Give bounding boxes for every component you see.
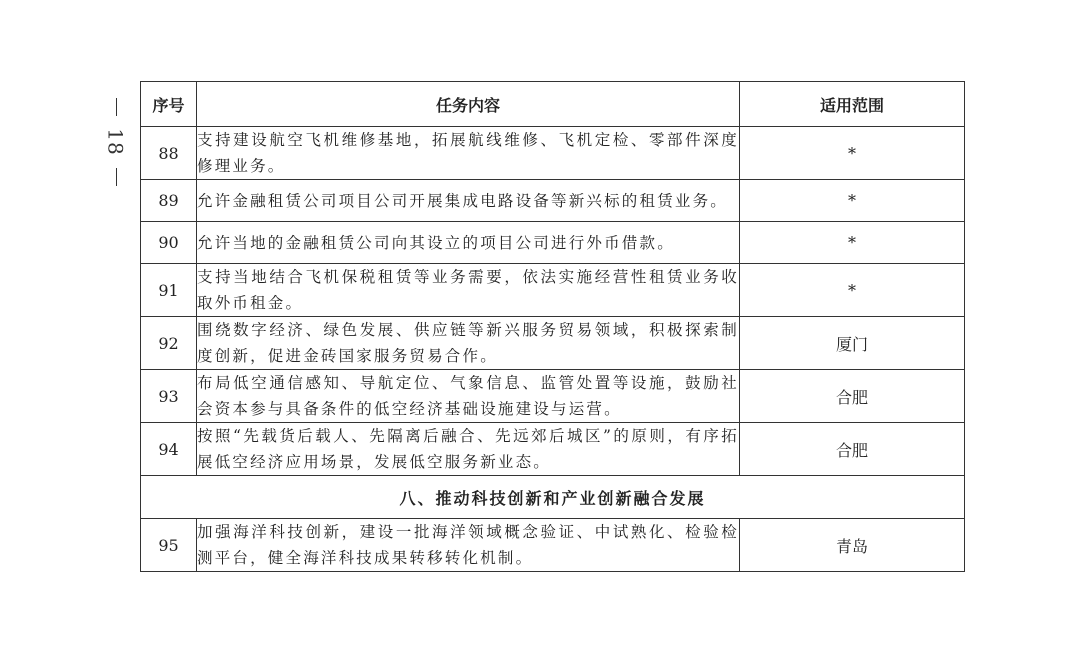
row-scope: * bbox=[740, 127, 965, 180]
row-content: 允许当地的金融租赁公司向其设立的项目公司进行外币借款。 bbox=[197, 222, 740, 264]
row-content: 支持当地结合飞机保税租赁等业务需要，依法实施经营性租赁业务收取外币租金。 bbox=[197, 264, 740, 317]
header-content: 任务内容 bbox=[197, 82, 740, 127]
page-number bbox=[104, 98, 128, 188]
row-scope: 青岛 bbox=[740, 519, 965, 572]
row-scope: * bbox=[740, 222, 965, 264]
row-index: 91 bbox=[141, 264, 197, 317]
table-row bbox=[141, 423, 965, 476]
row-index: 89 bbox=[141, 180, 197, 222]
row-index: 90 bbox=[141, 222, 197, 264]
table-row bbox=[141, 127, 965, 180]
header-index: 序号 bbox=[141, 82, 197, 127]
row-content: 支持建设航空飞机维修基地，拓展航线维修、飞机定检、零部件深度修理业务。 bbox=[197, 127, 740, 180]
header-scope: 适用范围 bbox=[740, 82, 965, 127]
row-index: 88 bbox=[141, 127, 197, 180]
section-title: 八、推动科技创新和产业创新融合发展 bbox=[141, 476, 965, 519]
page-number-dash-top bbox=[116, 98, 117, 116]
row-index: 93 bbox=[141, 370, 197, 423]
row-index: 94 bbox=[141, 423, 197, 476]
table-row bbox=[141, 264, 965, 317]
table-row bbox=[141, 222, 965, 264]
page-number-dash-bottom bbox=[116, 168, 117, 186]
section-row bbox=[141, 476, 965, 519]
row-content: 允许金融租赁公司项目公司开展集成电路设备等新兴标的租赁业务。 bbox=[197, 180, 740, 222]
row-scope: 合肥 bbox=[740, 370, 965, 423]
page-number-text: 18 bbox=[104, 128, 129, 156]
table-header-row bbox=[141, 82, 965, 127]
task-table bbox=[140, 81, 965, 572]
row-content: 围绕数字经济、绿色发展、供应链等新兴服务贸易领域，积极探索制度创新，促进金砖国家服务贸易合作。 bbox=[197, 317, 740, 370]
row-content: 布局低空通信感知、导航定位、气象信息、监管处置等设施，鼓励社会资本参与具备条件的低空经济基础设施建设与运营。 bbox=[197, 370, 740, 423]
row-scope: * bbox=[740, 180, 965, 222]
row-index: 92 bbox=[141, 317, 197, 370]
row-scope: 厦门 bbox=[740, 317, 965, 370]
row-content: 按照“先载货后载人、先隔离后融合、先远郊后城区”的原则，有序拓展低空经济应用场景，发展低空服务新业态。 bbox=[197, 423, 740, 476]
table-row bbox=[141, 317, 965, 370]
row-scope: 合肥 bbox=[740, 423, 965, 476]
table-row bbox=[141, 370, 965, 423]
table-row bbox=[141, 519, 965, 572]
row-index: 95 bbox=[141, 519, 197, 572]
row-content: 加强海洋科技创新，建设一批海洋领域概念验证、中试熟化、检验检测平台，健全海洋科技成果转移转化机制。 bbox=[197, 519, 740, 572]
table-row bbox=[141, 180, 965, 222]
row-scope: * bbox=[740, 264, 965, 317]
